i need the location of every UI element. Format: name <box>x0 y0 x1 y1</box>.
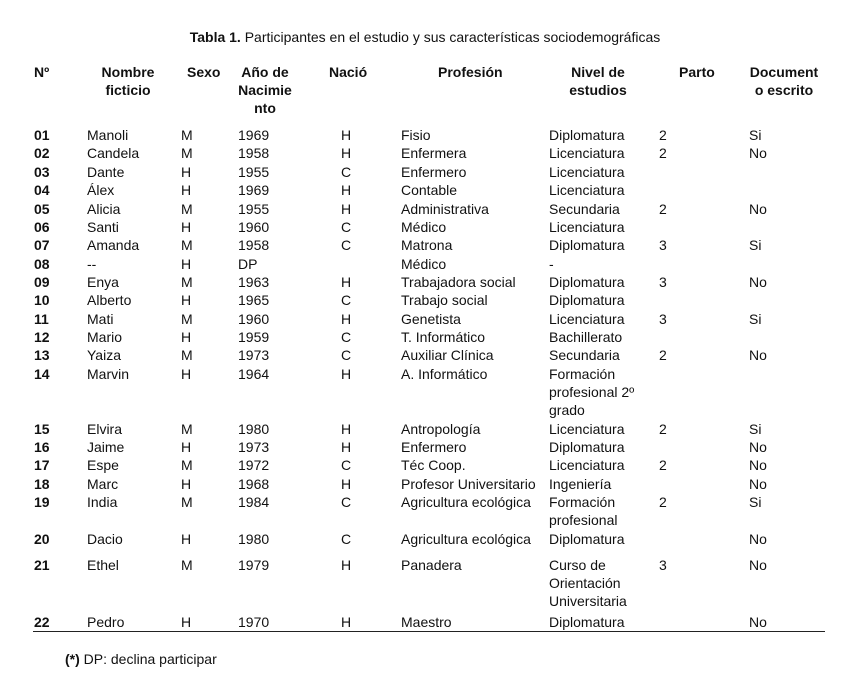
cell-education: Diplomatura <box>549 439 625 455</box>
cell-num: 07 <box>34 237 50 253</box>
cell-born: C <box>341 219 352 235</box>
cell-prof: A. Informático <box>401 366 488 382</box>
cell-num: 18 <box>34 476 50 492</box>
cell-doc: No <box>749 557 767 573</box>
cell-born: H <box>341 182 352 198</box>
cell-name: -- <box>87 256 97 272</box>
cell-year: 1963 <box>238 274 270 290</box>
cell-name: Mati <box>87 311 114 327</box>
cell-sex: M <box>181 201 193 217</box>
cell-num: 17 <box>34 457 50 473</box>
cell-education: Secundaria <box>549 201 620 217</box>
cell-year: 1969 <box>238 182 270 198</box>
cell-education: Diplomatura <box>549 127 625 143</box>
cell-num: 08 <box>34 256 50 272</box>
cell-num: 02 <box>34 145 50 161</box>
cell-born: H <box>341 366 352 382</box>
cell-sex: M <box>181 457 193 473</box>
cell-prof: Téc Coop. <box>401 457 466 473</box>
cell-year: 1955 <box>238 164 270 180</box>
header-education <box>560 63 636 99</box>
cell-name: Manoli <box>87 127 129 143</box>
cell-prof: Profesor Universitario <box>401 476 536 492</box>
cell-education: Secundaria <box>549 347 620 363</box>
cell-prof: Médico <box>401 256 447 272</box>
cell-num: 21 <box>34 557 50 573</box>
cell-year: 1959 <box>238 329 270 345</box>
cell-prof: Trabajadora social <box>401 274 516 290</box>
cell-born: H <box>341 127 352 143</box>
cell-doc: No <box>749 614 767 630</box>
header-name-line2: ficticio <box>105 82 151 98</box>
cell-sex: M <box>181 421 193 437</box>
cell-num: 15 <box>34 421 50 437</box>
cell-prof: Trabajo social <box>401 292 488 308</box>
cell-education: grado <box>549 402 585 418</box>
cell-sex: H <box>181 614 192 630</box>
cell-education: Diplomatura <box>549 292 625 308</box>
caption-text: Participantes en el estudio y sus características sociodemográficas <box>244 29 661 45</box>
cell-doc: Si <box>749 494 762 510</box>
cell-birth: 2 <box>659 127 667 143</box>
cell-prof: Enfermera <box>401 145 467 161</box>
cell-name: Mario <box>87 329 123 345</box>
cell-year: 1980 <box>238 421 270 437</box>
cell-education: Licenciatura <box>549 421 625 437</box>
cell-year: 1965 <box>238 292 270 308</box>
cell-year: 1960 <box>238 311 270 327</box>
table-caption <box>0 29 850 45</box>
cell-born: H <box>341 145 352 161</box>
cell-sex: H <box>181 366 192 382</box>
header-document-line1: Document <box>749 64 819 80</box>
cell-birth: 2 <box>659 457 667 473</box>
cell-name: Dante <box>87 164 125 180</box>
cell-prof: Auxiliar Clínica <box>401 347 494 363</box>
cell-year: 1970 <box>238 614 270 630</box>
cell-year: 1960 <box>238 219 270 235</box>
header-name-line1: Nombre <box>101 64 155 80</box>
cell-birth: 3 <box>659 237 667 253</box>
footnote-mark: (*) <box>65 651 80 667</box>
cell-born: H <box>341 557 352 573</box>
cell-num: 04 <box>34 182 50 198</box>
table-bottom-rule <box>33 631 825 632</box>
cell-prof: Médico <box>401 219 447 235</box>
cell-name: Santi <box>87 219 119 235</box>
cell-num: 01 <box>34 127 50 143</box>
cell-sex: M <box>181 347 193 363</box>
cell-name: Enya <box>87 274 119 290</box>
cell-year: 1958 <box>238 145 270 161</box>
cell-sex: M <box>181 494 193 510</box>
cell-sex: H <box>181 476 192 492</box>
cell-year: 1969 <box>238 127 270 143</box>
header-year-line1: Año de <box>241 64 289 80</box>
cell-num: 12 <box>34 329 50 345</box>
cell-birth: 2 <box>659 421 667 437</box>
cell-name: Elvira <box>87 421 123 437</box>
cell-year: 1968 <box>238 476 270 492</box>
cell-born: C <box>341 164 352 180</box>
cell-num: 19 <box>34 494 50 510</box>
cell-born: H <box>341 614 352 630</box>
header-year-line3: nto <box>254 100 276 116</box>
cell-prof: T. Informático <box>401 329 486 345</box>
cell-doc: No <box>749 274 767 290</box>
header-year <box>230 63 300 117</box>
header-year-line2: Nacimie <box>238 82 292 98</box>
cell-birth: 3 <box>659 274 667 290</box>
cell-name: India <box>87 494 118 510</box>
cell-education: profesional 2º <box>549 384 635 400</box>
cell-born: C <box>341 457 352 473</box>
cell-born: C <box>341 347 352 363</box>
cell-education: Licenciatura <box>549 219 625 235</box>
cell-name: Yaiza <box>87 347 121 363</box>
cell-birth: 2 <box>659 347 667 363</box>
cell-sex: H <box>181 439 192 455</box>
cell-year: 1979 <box>238 557 270 573</box>
cell-prof: Agricultura ecológica <box>401 531 531 547</box>
cell-education: Licenciatura <box>549 311 625 327</box>
cell-prof: Panadera <box>401 557 462 573</box>
cell-prof: Agricultura ecológica <box>401 494 531 510</box>
cell-doc: No <box>749 347 767 363</box>
cell-born: H <box>341 201 352 217</box>
cell-sex: H <box>181 256 192 272</box>
cell-education: Ingeniería <box>549 476 612 492</box>
cell-birth: 3 <box>659 311 667 327</box>
cell-sex: M <box>181 557 193 573</box>
cell-doc: Si <box>749 237 762 253</box>
cell-num: 20 <box>34 531 50 547</box>
cell-num: 09 <box>34 274 50 290</box>
cell-sex: M <box>181 237 193 253</box>
cell-prof: Enfermero <box>401 164 467 180</box>
cell-prof: Antropología <box>401 421 481 437</box>
cell-name: Álex <box>87 182 115 198</box>
header-num: Nº <box>34 64 50 80</box>
cell-born: H <box>341 311 352 327</box>
cell-education: Diplomatura <box>549 274 625 290</box>
cell-name: Candela <box>87 145 140 161</box>
cell-num: 14 <box>34 366 50 382</box>
cell-birth: 2 <box>659 201 667 217</box>
cell-doc: No <box>749 145 767 161</box>
header-document-line2: o escrito <box>754 82 814 98</box>
cell-sex: M <box>181 311 193 327</box>
cell-education: Orientación <box>549 575 621 591</box>
cell-education: - <box>549 256 554 272</box>
cell-year: 1964 <box>238 366 270 382</box>
cell-name: Marc <box>87 476 119 492</box>
cell-born: C <box>341 494 352 510</box>
cell-education: Licenciatura <box>549 182 625 198</box>
cell-prof: Matrona <box>401 237 453 253</box>
cell-year: 1984 <box>238 494 270 510</box>
cell-sex: M <box>181 145 193 161</box>
footnote-text: DP: declina participar <box>83 651 217 667</box>
cell-name: Ethel <box>87 557 119 573</box>
cell-prof: Enfermero <box>401 439 467 455</box>
cell-education: Diplomatura <box>549 237 625 253</box>
header-name <box>88 63 168 99</box>
cell-education: Formación <box>549 494 616 510</box>
cell-prof: Contable <box>401 182 458 198</box>
cell-born: C <box>341 292 352 308</box>
cell-sex: M <box>181 274 193 290</box>
caption-label: Tabla 1. <box>189 29 241 45</box>
header-education-line1: Nivel de <box>571 64 625 80</box>
cell-sex: H <box>181 531 192 547</box>
cell-education: Licenciatura <box>549 164 625 180</box>
cell-num: 10 <box>34 292 50 308</box>
cell-education: Diplomatura <box>549 614 625 630</box>
cell-education: Formación <box>549 366 616 382</box>
cell-birth: 2 <box>659 145 667 161</box>
header-profession: Profesión <box>438 64 503 80</box>
cell-education: Licenciatura <box>549 145 625 161</box>
header-born: Nació <box>329 64 368 80</box>
cell-year: 1955 <box>238 201 270 217</box>
cell-doc: No <box>749 476 767 492</box>
cell-doc: No <box>749 531 767 547</box>
cell-doc: No <box>749 201 767 217</box>
cell-year: 1980 <box>238 531 270 547</box>
cell-doc: Si <box>749 127 762 143</box>
cell-doc: Si <box>749 311 762 327</box>
cell-sex: H <box>181 164 192 180</box>
cell-sex: M <box>181 127 193 143</box>
cell-num: 05 <box>34 201 50 217</box>
cell-born: H <box>341 439 352 455</box>
cell-doc: No <box>749 439 767 455</box>
cell-education: Universitaria <box>549 593 627 609</box>
cell-born: H <box>341 421 352 437</box>
header-birth: Parto <box>679 64 715 80</box>
header-sex: Sexo <box>187 64 221 80</box>
cell-name: Alberto <box>87 292 132 308</box>
cell-born: C <box>341 531 352 547</box>
cell-name: Espe <box>87 457 119 473</box>
cell-prof: Fisio <box>401 127 431 143</box>
cell-doc: No <box>749 457 767 473</box>
cell-year: 1973 <box>238 347 270 363</box>
cell-born: C <box>341 237 352 253</box>
cell-birth: 3 <box>659 557 667 573</box>
cell-birth: 2 <box>659 494 667 510</box>
cell-year: 1958 <box>238 237 270 253</box>
cell-education: Diplomatura <box>549 531 625 547</box>
header-document <box>745 63 823 99</box>
cell-doc: Si <box>749 421 762 437</box>
cell-year: DP <box>238 256 258 272</box>
cell-year: 1972 <box>238 457 270 473</box>
cell-name: Amanda <box>87 237 140 253</box>
cell-num: 22 <box>34 614 50 630</box>
header-education-line2: estudios <box>569 82 627 98</box>
cell-education: Licenciatura <box>549 457 625 473</box>
cell-education: Curso de <box>549 557 606 573</box>
cell-born: H <box>341 476 352 492</box>
cell-name: Alicia <box>87 201 121 217</box>
cell-sex: H <box>181 329 192 345</box>
cell-num: 11 <box>34 311 49 327</box>
cell-prof: Maestro <box>401 614 452 630</box>
cell-num: 03 <box>34 164 50 180</box>
cell-name: Marvin <box>87 366 130 382</box>
cell-sex: H <box>181 219 192 235</box>
cell-born: H <box>341 274 352 290</box>
cell-num: 16 <box>34 439 50 455</box>
cell-born: C <box>341 329 352 345</box>
cell-name: Dacio <box>87 531 123 547</box>
cell-year: 1973 <box>238 439 270 455</box>
cell-name: Pedro <box>87 614 125 630</box>
cell-num: 13 <box>34 347 50 363</box>
cell-name: Jaime <box>87 439 125 455</box>
cell-education: Bachillerato <box>549 329 623 345</box>
cell-prof: Administrativa <box>401 201 489 217</box>
cell-prof: Genetista <box>401 311 461 327</box>
footnote <box>65 651 217 667</box>
cell-sex: H <box>181 292 192 308</box>
cell-sex: H <box>181 182 192 198</box>
cell-num: 06 <box>34 219 50 235</box>
cell-education: profesional <box>549 512 618 528</box>
